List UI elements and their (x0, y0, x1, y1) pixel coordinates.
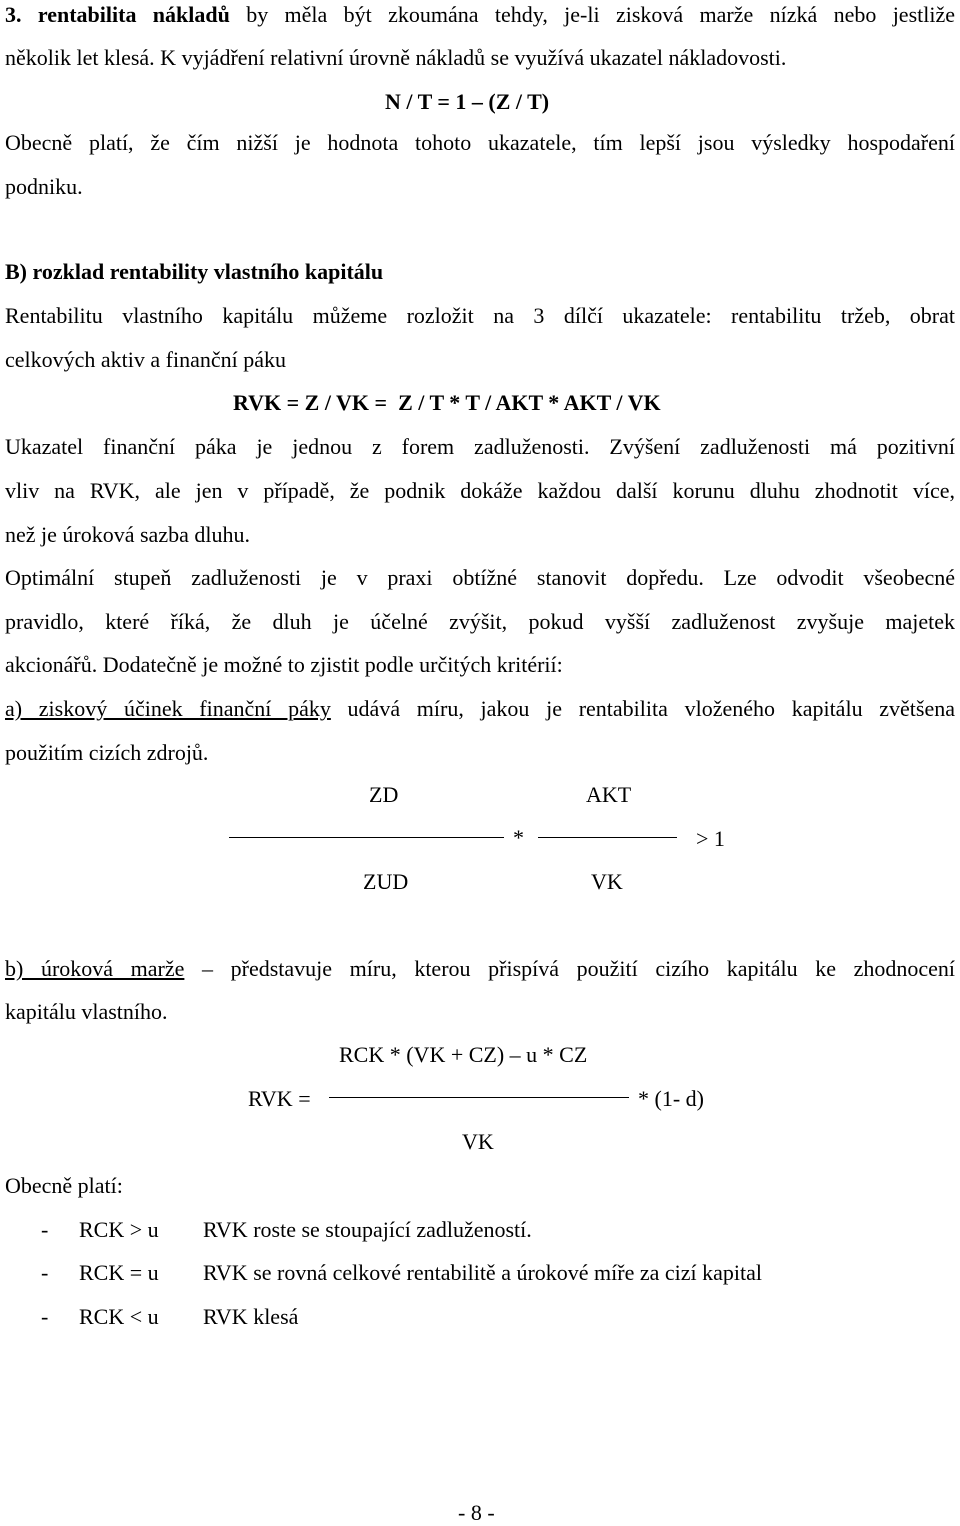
page-number: - 8 - (458, 1500, 495, 1525)
fraction-denominator: VK (462, 1129, 494, 1154)
list-dash: - (41, 1217, 49, 1242)
section-heading: B) rozklad rentability vlastního kapitálu (5, 259, 384, 284)
paragraph-line: několik let klesá. K vyjádření relativní úrovně nákladů se využívá ukazatel nákladovosti. (5, 45, 787, 70)
fraction-numerator-zd: ZD (369, 782, 399, 807)
fraction-denominator-zud: ZUD (363, 869, 409, 894)
paragraph-line: Obecně platí, že čím nižší je hodnota tohoto ukazatele, tím lepší jsou výsledky hospodaření (5, 130, 955, 155)
paragraph-line: celkových aktiv a finanční páku (5, 347, 287, 372)
list-condition: RCK = u (79, 1260, 159, 1285)
fraction-numerator-akt: AKT (586, 782, 632, 807)
text: by měla být zkoumána tehdy, je-li zisková marže nízká nebo jestliže (229, 2, 956, 27)
fraction-rhs: * (1- d) (638, 1086, 704, 1111)
list-dash: - (41, 1304, 49, 1329)
fraction-operator: * (513, 825, 524, 850)
paragraph-line: použitím cizích zdrojů. (5, 740, 209, 765)
list-result: RVK roste se stoupající zadlužeností. (203, 1217, 532, 1242)
paragraph-line: než je úroková sazba dluhu. (5, 522, 250, 547)
fraction-bar (229, 837, 504, 838)
paragraph-line: akcionářů. Dodatečně je možné to zjistit podle určitých kritérií: (5, 652, 563, 677)
term-ziskovy-ucinek: a) ziskový účinek finanční páky (5, 696, 331, 721)
fraction-numerator: RCK * (VK + CZ) – u * CZ (339, 1042, 588, 1067)
text: udává míru, jakou je rentabilita vloženého kapitálu zvětšena (330, 696, 955, 721)
paragraph-line: kapitálu vlastního. (5, 999, 168, 1024)
term-urokova-marze: b) úroková marže (5, 956, 185, 981)
term-rentabilita-nakladu: 3. rentabilita nákladů (5, 2, 230, 27)
fraction-bar (538, 837, 677, 838)
paragraph-line: pravidlo, které říká, že dluh je účelné zvýšit, pokud vyšší zadluženost zvyšuje majetek (5, 609, 955, 634)
list-condition: RCK < u (79, 1304, 159, 1329)
paragraph-line: podniku. (5, 174, 83, 199)
list-result: RVK se rovná celkové rentabilitě a úrokové míře za cizí kapital (203, 1260, 763, 1285)
paragraph-line (5, 696, 955, 722)
paragraph-line: Ukazatel finanční páka je jednou z forem zadluženosti. Zvýšení zadluženosti má pozitivní (5, 434, 955, 459)
list-dash: - (41, 1260, 49, 1285)
fraction-denominator-vk: VK (591, 869, 623, 894)
fraction-relation: > 1 (696, 826, 725, 851)
paragraph-line (5, 2, 955, 28)
formula-rvk: RVK = Z / VK = Z / T * T / AKT * AKT / VK (233, 390, 661, 415)
fraction-lhs: RVK = (248, 1086, 311, 1111)
paragraph-line: vliv na RVK, ale jen v případě, že podnik dokáže každou další korunu dluhu zhodnotit více, (5, 478, 955, 503)
paragraph-line: Optimální stupeň zadluženosti je v praxi obtížné stanovit dopředu. Lze odvodit všeobecné (5, 565, 955, 590)
text: – představuje míru, kterou přispívá použití cizího kapitálu ke zhodnocení (184, 956, 955, 981)
paragraph-line (5, 956, 955, 982)
list-result: RVK klesá (203, 1304, 299, 1329)
fraction-bar (329, 1097, 629, 1098)
list-heading: Obecně platí: (5, 1173, 123, 1198)
list-condition: RCK > u (79, 1217, 159, 1242)
formula-nakladovost: N / T = 1 – (Z / T) (385, 89, 550, 114)
paragraph-line: Rentabilitu vlastního kapitálu můžeme rozložit na 3 dílčí ukazatele: rentabilitu tržeb, obrat (5, 303, 955, 328)
